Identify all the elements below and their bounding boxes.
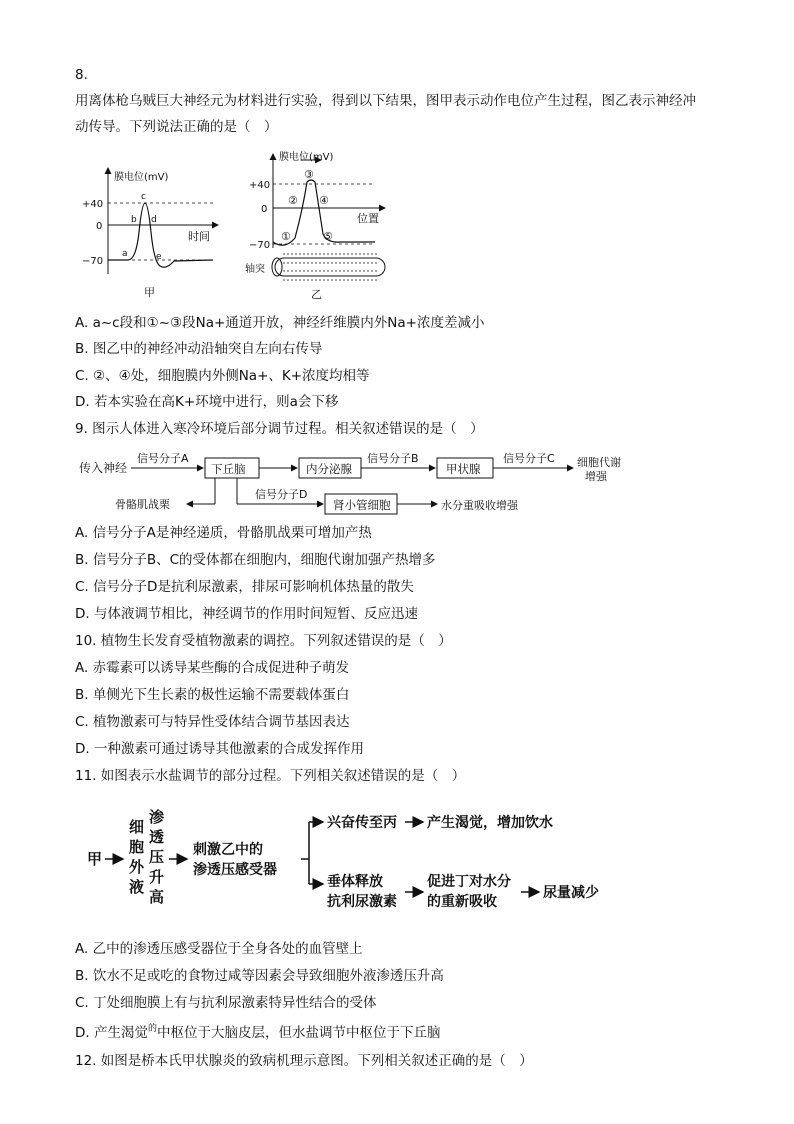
q9-stem: 9. 图示人体进入寒冷环境后部分调节过程。相关叙述错误的是（ ）: [75, 421, 484, 437]
q11-col2-3: 升: [149, 868, 165, 886]
yi-axon-label: 轴突: [245, 264, 265, 275]
q9-thyroid: 甲状腺: [446, 462, 481, 476]
q8-figure-jia: [78, 162, 228, 302]
yi-xlabel: 位置: [357, 212, 379, 225]
yi-point-3: ③: [304, 168, 314, 181]
jia-point-e: e: [156, 252, 162, 262]
q10-stem: 10. 植物生长发育受植物激素的调控。下列叙述错误的是（ ）: [75, 633, 452, 649]
q9-signal-a: 信号分子A: [137, 452, 189, 465]
q11-option-d-pre: D. 产生渴觉: [75, 1025, 148, 1041]
yi-tick-40: +40: [249, 180, 271, 191]
q10-option-c: C. 植物激素可与特异性受体结合调节基因表达: [75, 714, 350, 730]
q8-stem-line1: 用离体枪乌贼巨大神经元为材料进行实验，得到以下结果，图甲表示动作电位产生过程，图乙表示神经冲: [75, 93, 696, 109]
yi-tick-70: −70: [249, 240, 271, 251]
yi-caption: 乙: [311, 288, 322, 301]
q11-stem: 11. 如图表示水盐调节的部分过程。下列相关叙述错误的是（ ）: [75, 768, 466, 784]
q11-option-a: A. 乙中的渗透压感受器位于全身各处的血管壁上: [75, 941, 363, 957]
q11-stim-1: 刺激乙中的: [193, 842, 263, 858]
q9-shiver: 骨骼肌战栗: [115, 498, 170, 511]
yi-tick-0: 0: [261, 204, 268, 215]
q8-option-d: D. 若本实验在高K+环境中进行，则a会下移: [75, 394, 339, 410]
q10-option-d: D. 一种激素可通过诱导其他激素的合成发挥作用: [75, 741, 364, 757]
q11-option-c: C. 丁处细胞膜上有与抗利尿激素特异性结合的受体: [75, 995, 377, 1011]
q11-jia: 甲: [87, 850, 103, 868]
jia-ylabel: 膜电位(mV): [114, 172, 169, 183]
yi-point-5: ⑤: [323, 230, 333, 243]
q11-top: 兴奋传至丙: [327, 815, 397, 831]
q9-signal-d: 信号分子D: [255, 488, 308, 501]
q9-kidney: 肾小管细胞: [333, 498, 391, 512]
q11-urine: 尿量减少: [543, 885, 599, 901]
q9-signal-c: 信号分子C: [503, 452, 555, 465]
q8-stem-line2: 动传导。下列说法正确的是（ ）: [75, 119, 278, 135]
q11-col2-0: 渗: [149, 808, 165, 826]
jia-point-d: d: [151, 215, 157, 225]
yi-point-2: ②: [288, 194, 298, 207]
q8-figure-yi: [245, 148, 395, 304]
q11-col2-4: 高: [149, 888, 165, 906]
q11-col1-1: 胞: [129, 838, 145, 856]
q11-option-d-post: 中枢位于大脑皮层，但水盐调节中枢位于下丘脑: [157, 1025, 441, 1041]
q9-option-d: D. 与体液调节相比，神经调节的作用时间短暂、反应迅速: [75, 606, 418, 622]
q8-option-b: B. 图乙中的神经冲动沿轴突自左向右传导: [75, 341, 323, 357]
q10-option-b: B. 单侧光下生长素的极性运输不需要载体蛋白: [75, 687, 350, 703]
q9-metab-1: 细胞代谢: [577, 456, 621, 469]
q11-col1-3: 液: [129, 878, 145, 896]
q9-reabsorb: 水分重吸收增强: [441, 499, 518, 512]
q11-diagram: [75, 800, 635, 922]
jia-tick-0: 0: [96, 221, 103, 232]
q9-option-a: A. 信号分子A是神经递质，骨骼肌战栗可增加产热: [75, 525, 372, 541]
yi-point-4: ④: [319, 194, 329, 207]
q9-signal-b: 信号分子B: [367, 452, 419, 465]
q10-option-a: A. 赤霉素可以诱导某些酶的合成促进种子萌发: [75, 660, 350, 676]
q11-option-d-sup: 的: [147, 1024, 157, 1034]
q11-pit-2: 抗利尿激素: [327, 894, 397, 910]
q8-number: 8.: [75, 67, 88, 83]
q9-diagram: [75, 448, 635, 520]
q11-prom-1: 促进丁对水分: [427, 874, 511, 890]
q11-pit-1: 垂体释放: [327, 874, 383, 890]
yi-ylabel: 膜电位(mV): [279, 152, 334, 163]
jia-tick-40: +40: [82, 199, 104, 210]
q11-col2-2: 压: [149, 848, 165, 866]
q8-option-a: A. a~c段和①~③段Na+通道开放，神经纤维膜内外Na+浓度差减小: [75, 315, 485, 331]
jia-point-a: a: [122, 249, 128, 259]
jia-xlabel: 时间: [188, 230, 210, 243]
jia-point-c: c: [141, 192, 146, 202]
q11-prom-2: 的重新吸收: [427, 894, 497, 910]
q11-col2-1: 透: [149, 828, 165, 846]
q12-stem: 12. 如图是桥本氏甲状腺炎的致病机理示意图。下列相关叙述正确的是（ ）: [75, 1053, 533, 1069]
q9-metab-2: 增强: [585, 470, 607, 483]
q11-thirst: 产生渴觉，增加饮水: [427, 815, 553, 831]
jia-point-b: b: [131, 215, 137, 225]
q11-option-d: [75, 1024, 441, 1044]
q8-option-c: C. ②、④处，细胞膜内外侧Na+、K+浓度均相等: [75, 368, 370, 384]
yi-point-1: ①: [281, 230, 291, 243]
q9-hypothalamus: 下丘脑: [211, 462, 246, 476]
q9-option-b: B. 信号分子B、C的受体都在细胞内，细胞代谢加强产热增多: [75, 552, 436, 568]
q9-input: 传入神经: [79, 461, 128, 475]
q11-stim-2: 渗透压感受器: [193, 862, 277, 878]
jia-tick-70: −70: [82, 256, 104, 267]
q11-col1-2: 外: [129, 858, 145, 876]
q11-option-b: B. 饮水不足或吃的食物过咸等因素会导致细胞外液渗透压升高: [75, 968, 444, 984]
jia-caption: 甲: [144, 286, 155, 299]
q9-endocrine: 内分泌腺: [306, 462, 352, 476]
q9-option-c: C. 信号分子D是抗利尿激素，排尿可影响机体热量的散失: [75, 579, 414, 595]
q11-col1-0: 细: [129, 818, 145, 836]
